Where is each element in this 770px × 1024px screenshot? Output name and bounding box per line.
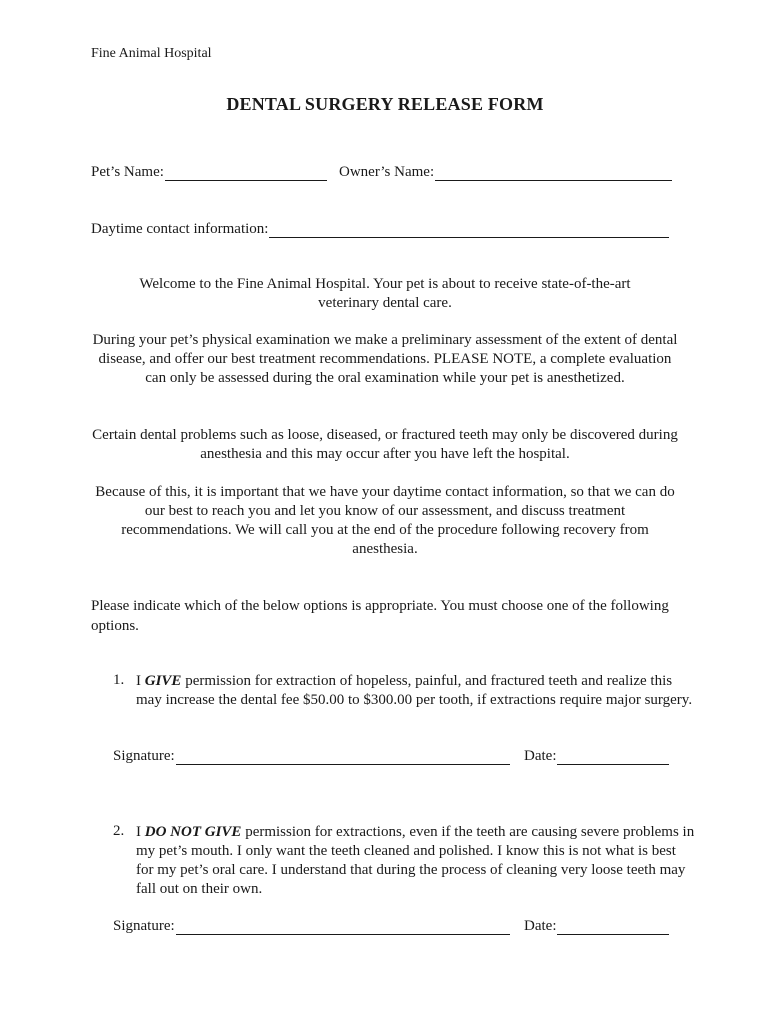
option-1-text: permission for extraction of hopeless, painful, and fractured teeth and realize this may increase the dental fee $50.00 to $300.00 per tooth, if extractions require major surgery. bbox=[136, 673, 693, 708]
option-1-date-row bbox=[524, 748, 669, 765]
option-2-text: permission for extractions, even if the teeth are causing severe problems in my pet’s mouth. I only want the teeth cleaned and polished. I know this is not what is best for my pet’s oral care. I understand that during the process of cleaning very loose teeth may fall out on their own. bbox=[136, 824, 695, 897]
pets-name-row bbox=[91, 164, 327, 181]
daytime-contact-field[interactable] bbox=[269, 223, 669, 238]
pets-name-field[interactable] bbox=[165, 166, 327, 181]
daytime-contact-label: Daytime contact information: bbox=[91, 221, 269, 237]
owners-name-label: Owner’s Name: bbox=[339, 164, 435, 180]
option-2-date-label: Date: bbox=[524, 918, 557, 934]
instructions-paragraph: Please indicate which of the below options is appropriate. You must choose one of the following options. bbox=[91, 598, 669, 634]
welcome-paragraph: Welcome to the Fine Animal Hospital. Your pet is about to receive state-of-the-art veterinary dental care. bbox=[139, 276, 631, 311]
option-2-signature-label: Signature: bbox=[113, 918, 175, 934]
daytime-contact-row bbox=[91, 221, 669, 238]
option-2-signature-row bbox=[113, 918, 510, 935]
option-2-date-row bbox=[524, 918, 669, 935]
pets-name-label: Pet’s Name: bbox=[91, 164, 164, 180]
option-2-prefix: I bbox=[136, 824, 141, 840]
option-1-prefix: I bbox=[136, 673, 141, 689]
owners-name-row bbox=[339, 164, 672, 181]
form-title: DENTAL SURGERY RELEASE FORM bbox=[226, 94, 544, 114]
owners-name-field[interactable] bbox=[435, 166, 672, 181]
option-2-date-field[interactable] bbox=[557, 920, 669, 935]
examination-paragraph: During your pet’s physical examination we make a preliminary assessment of the extent of dental disease, and offer our best treatment recommendations. PLEASE NOTE, a complete evaluation can only be assessed during the oral examination while your pet is anesthetized. bbox=[92, 332, 678, 386]
option-1-date-label: Date: bbox=[524, 748, 557, 764]
option-1-number: 1. bbox=[113, 672, 125, 688]
option-2-text-block bbox=[136, 823, 696, 899]
option-1-signature-row bbox=[113, 748, 510, 765]
contact-paragraph: Because of this, it is important that we have your daytime contact information, so that we can do our best to reach you and let you know of our assessment, and discuss treatment recommendations. We will call you at the end of the procedure following recovery from anesthesia. bbox=[95, 484, 675, 557]
option-1-signature-label: Signature: bbox=[113, 748, 175, 764]
hospital-name: Fine Animal Hospital bbox=[91, 46, 212, 61]
option-1-signature-field[interactable] bbox=[176, 750, 510, 765]
option-2-number: 2. bbox=[113, 823, 125, 839]
option-2-signature-field[interactable] bbox=[176, 920, 510, 935]
option-1-emphasis: GIVE bbox=[144, 673, 182, 689]
dental-problems-paragraph: Certain dental problems such as loose, diseased, or fractured teeth may only be discovered during anesthesia and this may occur after you have left the hospital. bbox=[92, 427, 678, 462]
option-1-text-block bbox=[136, 672, 696, 710]
option-2-emphasis: DO NOT GIVE bbox=[144, 824, 242, 840]
option-1-date-field[interactable] bbox=[557, 750, 669, 765]
